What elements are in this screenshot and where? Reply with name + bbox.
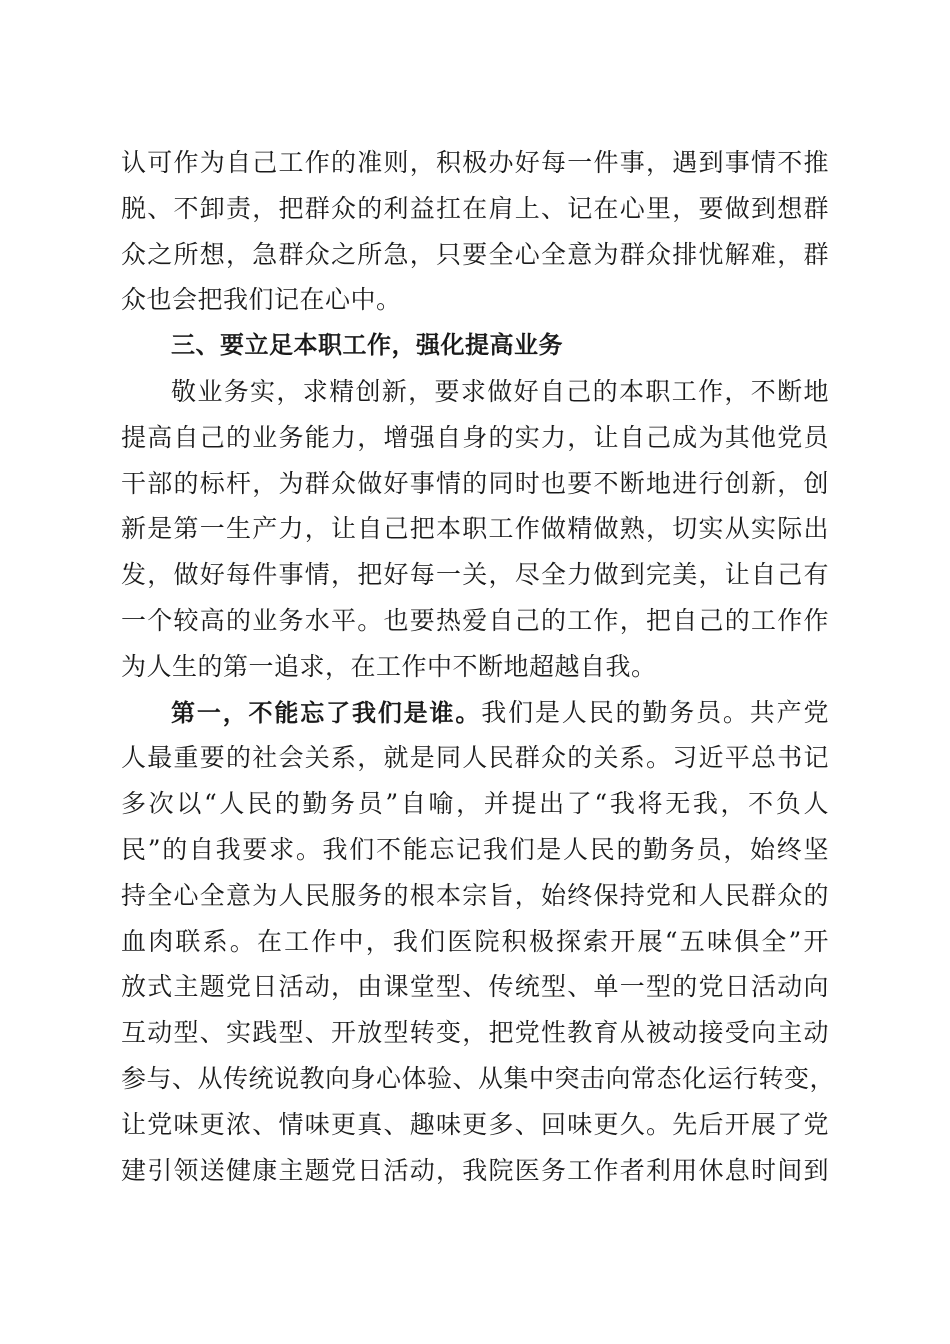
text-line: 认可作为自己工作的准则，积极办好每一件事，遇到事情不推 [121,148,829,177]
text-line: 一个较高的业务水平。也要热爱自己的工作，把自己的工作作 [121,605,829,635]
text-line: 敬业务实，求精创新，要求做好自己的本职工作，不断地 [171,376,829,406]
paragraph-lead: 第一，不能忘了我们是谁。 [171,698,482,727]
document-body [121,140,836,1193]
text-span: 我们是人民的勤务员。共产党 [481,697,829,727]
text-line: 众也会把我们记在心中。 [121,285,402,315]
text-line: 众之所想，急群众之所急，只要全心全意为群众排忧解难，群 [121,239,829,269]
text-line: 人最重要的社会关系，就是同人民群众的关系。习近平总书记 [121,743,829,773]
text-line: 多次以“人民的勤务员”自喻，并提出了“我将无我，不负人 [121,789,829,819]
text-line: 新是第一生产力，让自己把本职工作做精做熟，切实从实际出 [121,514,829,544]
text-line: 发，做好每件事情，把好每一关，尽全力做到完美，让自己有 [121,560,829,590]
text-line: 脱、不卸责，把群众的利益扛在肩上、记在心里，要做到想群 [121,193,829,223]
text-line: 参与、从传统说教向身心体验、从集中突击向常态化运行转变， [121,1063,836,1093]
text-line: 放式主题党日活动，由课堂型、传统型、单一型的党日活动向 [121,972,829,1002]
text-line: 民”的自我要求。我们不能忘记我们是人民的勤务员，始终坚 [121,834,829,864]
section-heading: 三、要立足本职工作，强化提高业务 [171,331,563,360]
text-line: 为人生的第一追求，在工作中不断地超越自我。 [121,651,657,681]
text-line: 让党味更浓、情味更真、趣味更多、回味更久。先后开展了党 [121,1109,829,1139]
text-line: 提高自己的业务能力，增强自身的实力，让自己成为其他党员 [121,422,829,452]
text-line: 血肉联系。在工作中，我们医院积极探索开展“五味俱全”开 [121,926,829,956]
text-line: 干部的标杆，为群众做好事情的同时也要不断地进行创新，创 [121,468,829,498]
text-line: 持全心全意为人民服务的根本宗旨，始终保持党和人民群众的 [121,880,829,910]
text-line: 互动型、实践型、开放型转变，把党性教育从被动接受向主动 [121,1018,829,1048]
text-line [121,690,829,736]
text-line: 建引领送健康主题党日活动，我院医务工作者利用休息时间到 [121,1155,829,1185]
